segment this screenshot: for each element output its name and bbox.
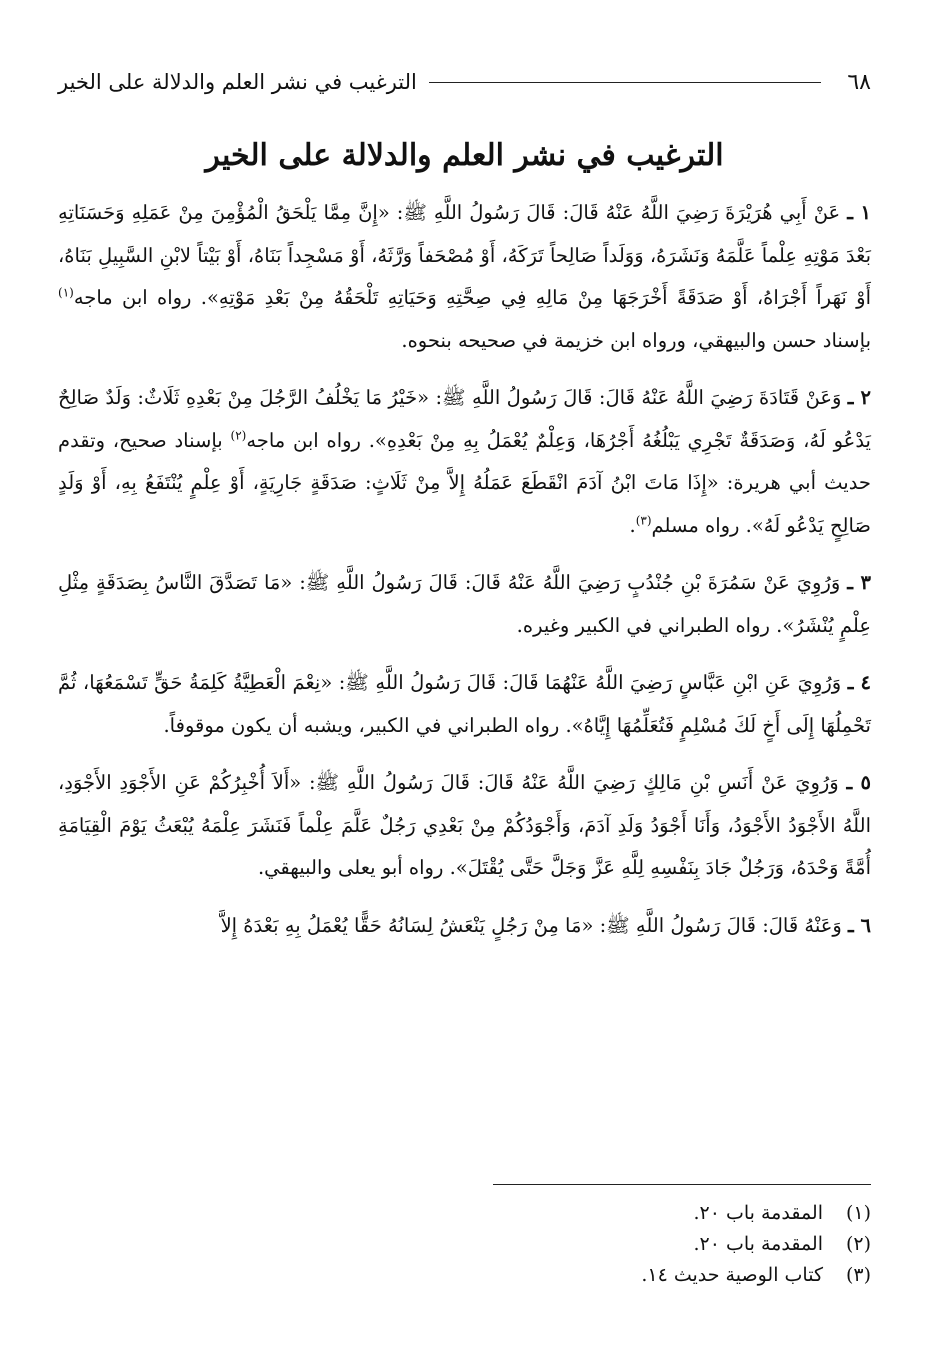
- sentence-end: .: [629, 513, 636, 537]
- hadith-text: وَرُوِيَ عَنْ أَنَسِ بْنِ مَالِكٍ رَضِيَ اللَّهُ عَنْهُ قَالَ: قَالَ رَسُولُ اللَّهِ ﷺ: «أَلاَ أُخْبِرُكُمْ عَنِ الأَجْوَدِ الأَجْوَدِ، اللَّهُ الأَجْوَدُ الأَجْوَدُ، وَأَنَا أَجْوَدُ وَلَدِ آدَمَ، وَأَجْوَدُكُمْ مِنْ بَعْدِي رَجُلٌ عَلَّمَ عِلْماً فَنَشَرَ عِلْمَهُ يُبْعَثُ يَوْمَ الْقِيَامَةِ أُمَّةً وَحْدَهُ، وَرَجُلٌ جَادَ بِنَفْسِهِ لِلَّهِ عَزَّ وَجَلَّ حَتَّى يُقْتَلَ».: [58, 771, 871, 879]
- footnote-mark: (٣): [845, 1264, 871, 1286]
- takhrij-text: رواه الطبراني في الكبير وغيره.: [516, 613, 777, 637]
- footnote-item: [371, 1198, 871, 1229]
- header-rule: [429, 82, 821, 83]
- page-body: [58, 192, 871, 962]
- footnote-text: المقدمة باب ٢٠.: [693, 1233, 823, 1255]
- chapter-title: الترغيب في نشر العلم والدلالة على الخير: [205, 138, 724, 173]
- footnote-item: [371, 1260, 871, 1291]
- footnote-ref[interactable]: (٢): [230, 428, 247, 442]
- hadith-text: وَرُوِيَ عَنْ سَمُرَةَ بْنِ جُنْدُبٍ رَضِيَ اللَّهُ عَنْهُ قَالَ: قَالَ رَسُولُ اللَّهِ ﷺ: «مَا تَصَدَّقَ النَّاسُ بِصَدَقَةٍ مِثْلِ عِلْمٍ يُنْشَرُ».: [58, 571, 871, 637]
- hadith-number: ٤ ـ: [847, 671, 871, 694]
- hadith-number: ٥ ـ: [846, 771, 871, 794]
- takhrij-text: رواه ابن ماجه: [246, 428, 369, 452]
- hadith-3: [58, 562, 871, 647]
- hadith-number: ٦ ـ: [848, 913, 871, 937]
- hadith-5: [58, 762, 871, 890]
- footnote-item: [371, 1229, 871, 1260]
- takhrij-text: رواه ابن ماجه: [73, 286, 201, 309]
- footnote-ref[interactable]: (١): [58, 285, 74, 300]
- footnote-ref[interactable]: (٣): [635, 513, 652, 527]
- hadith-text: وَعَنْهُ قَالَ: قَالَ رَسُولُ اللَّهِ ﷺ: «مَا مِنْ رَجُلٍ يَنْعَشُ لِسَانُهُ حَقًّا يُعْمَلُ بِهِ بَعْدَهُ إِلاَّ: [220, 913, 842, 937]
- hadith-text: عَنْ أَبِي هُرَيْرَةَ رَضِيَ اللَّهُ عَنْهُ قَالَ: قَالَ رَسُولُ اللَّهِ ﷺ: «إِنَّ مِمَّا يَلْحَقُ الْمُؤْمِنَ مِنْ عَمَلِهِ وَحَسَنَاتِهِ بَعْدَ مَوْتِهِ عِلْماً عَلَّمَهُ وَنَشَرَهُ، وَوَلَداً صَالِحاً تَرَكَهُ، أَوْ مُصْحَفاً وَرَّثَهُ، أَوْ مَسْجِداً بَنَاهُ، أَوْ بَيْتاً لابْنِ السَّبِيلِ بَنَاهُ، أَوْ نَهَراً أَجْرَاهُ، أَوْ صَدَقَةً أَخْرَجَهَا مِنْ مَالِهِ فِي صِحَّتِهِ وَحَيَاتِهِ تَلْحَقُهُ مِنْ بَعْدِ مَوْتِهِ».: [58, 201, 871, 309]
- hadith-number: ١ ـ: [847, 201, 871, 224]
- takhrij-text: رواه الطبراني في الكبير، ويشبه أن يكون موقوفاً.: [163, 713, 566, 737]
- hadith-text: وَرُوِيَ عَنِ ابْنِ عَبَّاسٍ رَضِيَ اللَّهُ عَنْهُمَا قَالَ: قَالَ رَسُولُ اللَّهِ ﷺ: «نِعْمَ الْعَطِيَّةُ كَلِمَةُ حَقٍّ تَسْمَعُهَا، ثُمَّ تَحْمِلُهَا إِلَى أَخٍ لَكَ مُسْلِمٍ فَتُعَلِّمُهَا إِيَّاهُ».: [58, 671, 871, 737]
- footnote-text: المقدمة باب ٢٠.: [693, 1202, 823, 1224]
- hadith-text: وَعَنْ قَتَادَةَ رَضِيَ اللَّهُ عَنْهُ قَالَ: قَالَ رَسُولُ اللَّهِ ﷺ: «خَيْرُ مَا يَخْلُفُ الرَّجُلَ مِنْ بَعْدِهِ ثَلَاثٌ: وَلَدٌ صَالِحٌ يَدْعُو لَهُ، وَصَدَقَةٌ تَجْرِي يَبْلُغُهُ أَجْرُهَا، وَعِلْمٌ يُعْمَلُ بِهِ مِنْ بَعْدِهِ».: [58, 386, 871, 452]
- hadith-6: [58, 905, 871, 948]
- footnote-text: كتاب الوصية حديث ١٤.: [641, 1264, 823, 1286]
- hadith-1: [58, 192, 871, 362]
- footnote-mark: (٢): [845, 1233, 871, 1255]
- page-number: ٦٨: [847, 69, 871, 95]
- running-title: الترغيب في نشر العلم والدلالة على الخير: [58, 70, 417, 94]
- footnotes: [371, 1198, 871, 1291]
- footnote-mark: (١): [845, 1202, 871, 1224]
- hadith-number: ٣ ـ: [847, 571, 871, 594]
- takhrij-text: بإسناد حسن والبيهقي، ورواه ابن خزيمة في صحيحه بنحوه.: [401, 328, 871, 352]
- footnote-divider: [493, 1184, 871, 1185]
- running-header: [58, 62, 871, 102]
- takhrij-text: رواه أبو يعلى والبيهقي.: [257, 856, 450, 879]
- hadith-2: [58, 377, 871, 547]
- takhrij-text: بإسناد صحيح، وتقدم حديث أبي هريرة: «إِذَا مَاتَ ابْنُ آدَمَ انْقَطَعَ عَمَلُهُ إِلاَّ مِنْ ثَلَاثٍ: صَدَقَةٍ جَارِيَةٍ، أَوْ عِلْمٍ يُنْتَفَعُ بِهِ، أَوْ وَلَدٍ صَالِحٍ يَدْعُو لَهُ». رواه مسلم: [58, 428, 871, 537]
- hadith-4: [58, 662, 871, 747]
- hadith-number: ٢ ـ: [847, 386, 871, 409]
